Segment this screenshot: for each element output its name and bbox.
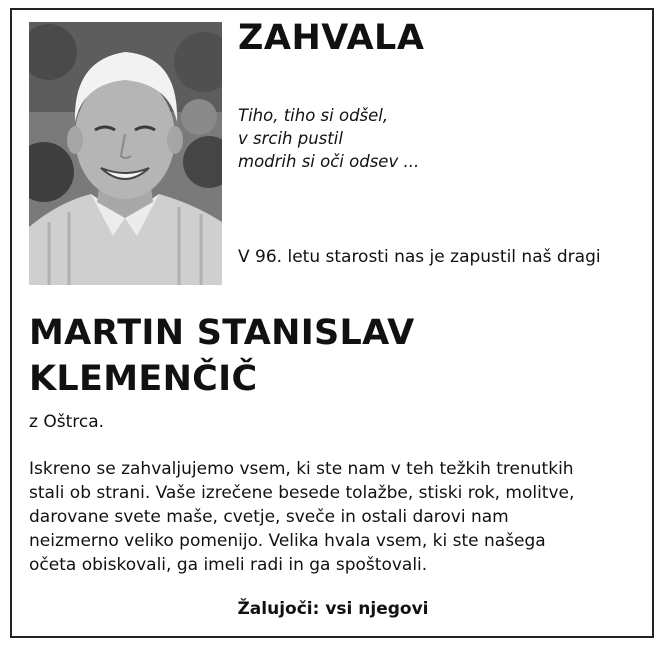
deceased-name: [29, 310, 629, 402]
signature: Žalujoči: vsi njegovi: [237, 599, 429, 619]
poem-line: Tiho, tiho si odšel,: [238, 106, 389, 125]
portrait-photo: [29, 22, 222, 285]
paragraph-line: stali ob strani. Vaše izrečene besede tolažbe, stiski rok, molitve,: [29, 483, 575, 503]
poem-line: modrih si oči odsev ...: [238, 152, 420, 171]
notice-title: ZAHVALA: [238, 18, 425, 58]
origin-text: z Oštrca.: [29, 412, 105, 432]
paragraph-line: Iskreno se zahvaljujemo vsem, ki ste nam v teh težkih trenutkih: [29, 459, 574, 479]
intro-text: V 96. letu starosti nas je zapustil naš dragi: [238, 247, 601, 267]
poem: [238, 104, 419, 173]
thanks-paragraph: [29, 457, 649, 577]
paragraph-line: darovane svete maše, cvetje, sveče in ostali darovi nam: [29, 507, 509, 527]
name-line: MARTIN STANISLAV: [29, 313, 415, 353]
name-line: KLEMENČIČ: [29, 359, 258, 399]
paragraph-line: neizmerno veliko pomenijo. Velika hvala vsem, ki ste našega: [29, 531, 546, 551]
poem-line: v srcih pustil: [238, 129, 343, 148]
portrait-image: [29, 22, 222, 285]
paragraph-line: očeta obiskovali, ga imeli radi in ga spoštovali.: [29, 555, 428, 575]
